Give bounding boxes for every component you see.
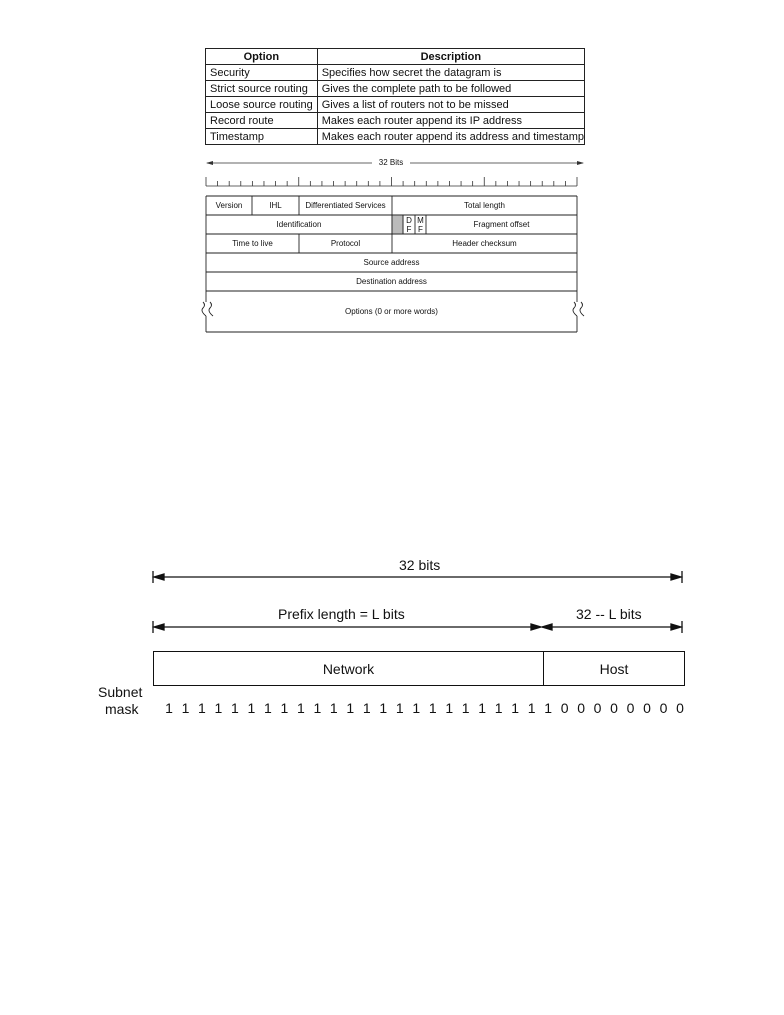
bit-width-label: 32 Bits xyxy=(372,157,410,169)
source-address-field: Source address xyxy=(363,257,420,267)
mask-bit: 1 xyxy=(280,700,289,716)
df-flag: D F xyxy=(406,215,412,234)
fragment-offset-field: Fragment offset xyxy=(473,219,530,229)
mask-bit: 1 xyxy=(247,700,256,716)
option-description: Gives a list of routers not to be missed xyxy=(317,97,584,113)
option-name: Timestamp xyxy=(206,129,318,145)
diff-services-field: Differentiated Services xyxy=(305,200,386,210)
subnet-label: Subnet xyxy=(98,684,143,700)
identification-field: Identification xyxy=(276,219,322,229)
mask-bit: 1 xyxy=(181,700,190,716)
mask-bit: 1 xyxy=(214,700,223,716)
mask-bit: 1 xyxy=(445,700,454,716)
mask-bit: 1 xyxy=(313,700,322,716)
mask-bit: 1 xyxy=(165,700,173,716)
mask-bit: 1 xyxy=(395,700,404,716)
mask-bit: 1 xyxy=(527,700,536,716)
total-length-field: Total length xyxy=(464,200,505,210)
total-bits-label: 32 bits xyxy=(399,557,441,573)
column-header: Description xyxy=(317,49,584,65)
table-row xyxy=(206,113,585,129)
mask-bit: 1 xyxy=(478,700,487,716)
ttl-field: Time to live xyxy=(232,238,273,248)
mf-flag: M F xyxy=(417,215,424,234)
option-name: Record route xyxy=(206,113,318,129)
option-description: Gives the complete path to be followed xyxy=(317,81,584,97)
mask-bit: 1 xyxy=(231,700,239,716)
mask-bit: 0 xyxy=(593,700,602,716)
version-field: Version xyxy=(215,200,243,210)
mask-bit: 1 xyxy=(346,700,355,716)
mask-bit: 1 xyxy=(329,700,338,716)
prefix-length-label: Prefix length = L bits xyxy=(278,606,405,622)
network-box: Network xyxy=(153,651,544,686)
mask-bit: 1 xyxy=(511,700,520,716)
option-description: Makes each router append its address and timestamp xyxy=(317,129,584,145)
mask-bit: 1 xyxy=(461,700,470,716)
mask-bit: 1 xyxy=(494,700,503,716)
mask-bit: 0 xyxy=(626,700,635,716)
column-header: Option xyxy=(206,49,318,65)
mask-bit: 0 xyxy=(643,700,651,716)
mask-bit: 0 xyxy=(577,700,585,716)
table-header-row xyxy=(206,49,585,65)
mask-bit: 0 xyxy=(676,700,684,716)
option-name: Security xyxy=(206,65,318,81)
option-description: Makes each router append its IP address xyxy=(317,113,584,129)
mask-bit: 1 xyxy=(296,700,305,716)
mask-bit: 0 xyxy=(659,700,668,716)
ip-header-diagram xyxy=(200,152,590,337)
mask-label: mask xyxy=(105,701,139,717)
mask-bit: 1 xyxy=(412,700,421,716)
mask-bit: 1 xyxy=(379,700,388,716)
options-field: Options (0 or more words) xyxy=(345,306,438,316)
option-description: Specifies how secret the datagram is xyxy=(317,65,584,81)
table-row xyxy=(206,81,585,97)
table-row xyxy=(206,97,585,113)
destination-address-field: Destination address xyxy=(356,276,427,286)
option-name: Strict source routing xyxy=(206,81,318,97)
mask-bit: 0 xyxy=(610,700,618,716)
host-bits-label: 32 -- L bits xyxy=(576,606,642,622)
ihl-field: IHL xyxy=(269,200,282,210)
mask-bit: 1 xyxy=(428,700,437,716)
mask-bit: 1 xyxy=(263,700,272,716)
protocol-field: Protocol xyxy=(330,238,361,248)
host-box: Host xyxy=(543,651,685,686)
mask-bit: 0 xyxy=(560,700,569,716)
ip-options-table xyxy=(205,48,585,145)
mask-bit: 1 xyxy=(544,700,553,716)
mask-bit: 1 xyxy=(362,700,371,716)
table-row xyxy=(206,129,585,145)
mask-bit: 1 xyxy=(198,700,206,716)
header-checksum-field: Header checksum xyxy=(452,238,517,248)
table-row xyxy=(206,65,585,81)
subnet-mask-diagram xyxy=(90,550,700,730)
option-name: Loose source routing xyxy=(206,97,318,113)
mask-bits xyxy=(164,700,684,718)
